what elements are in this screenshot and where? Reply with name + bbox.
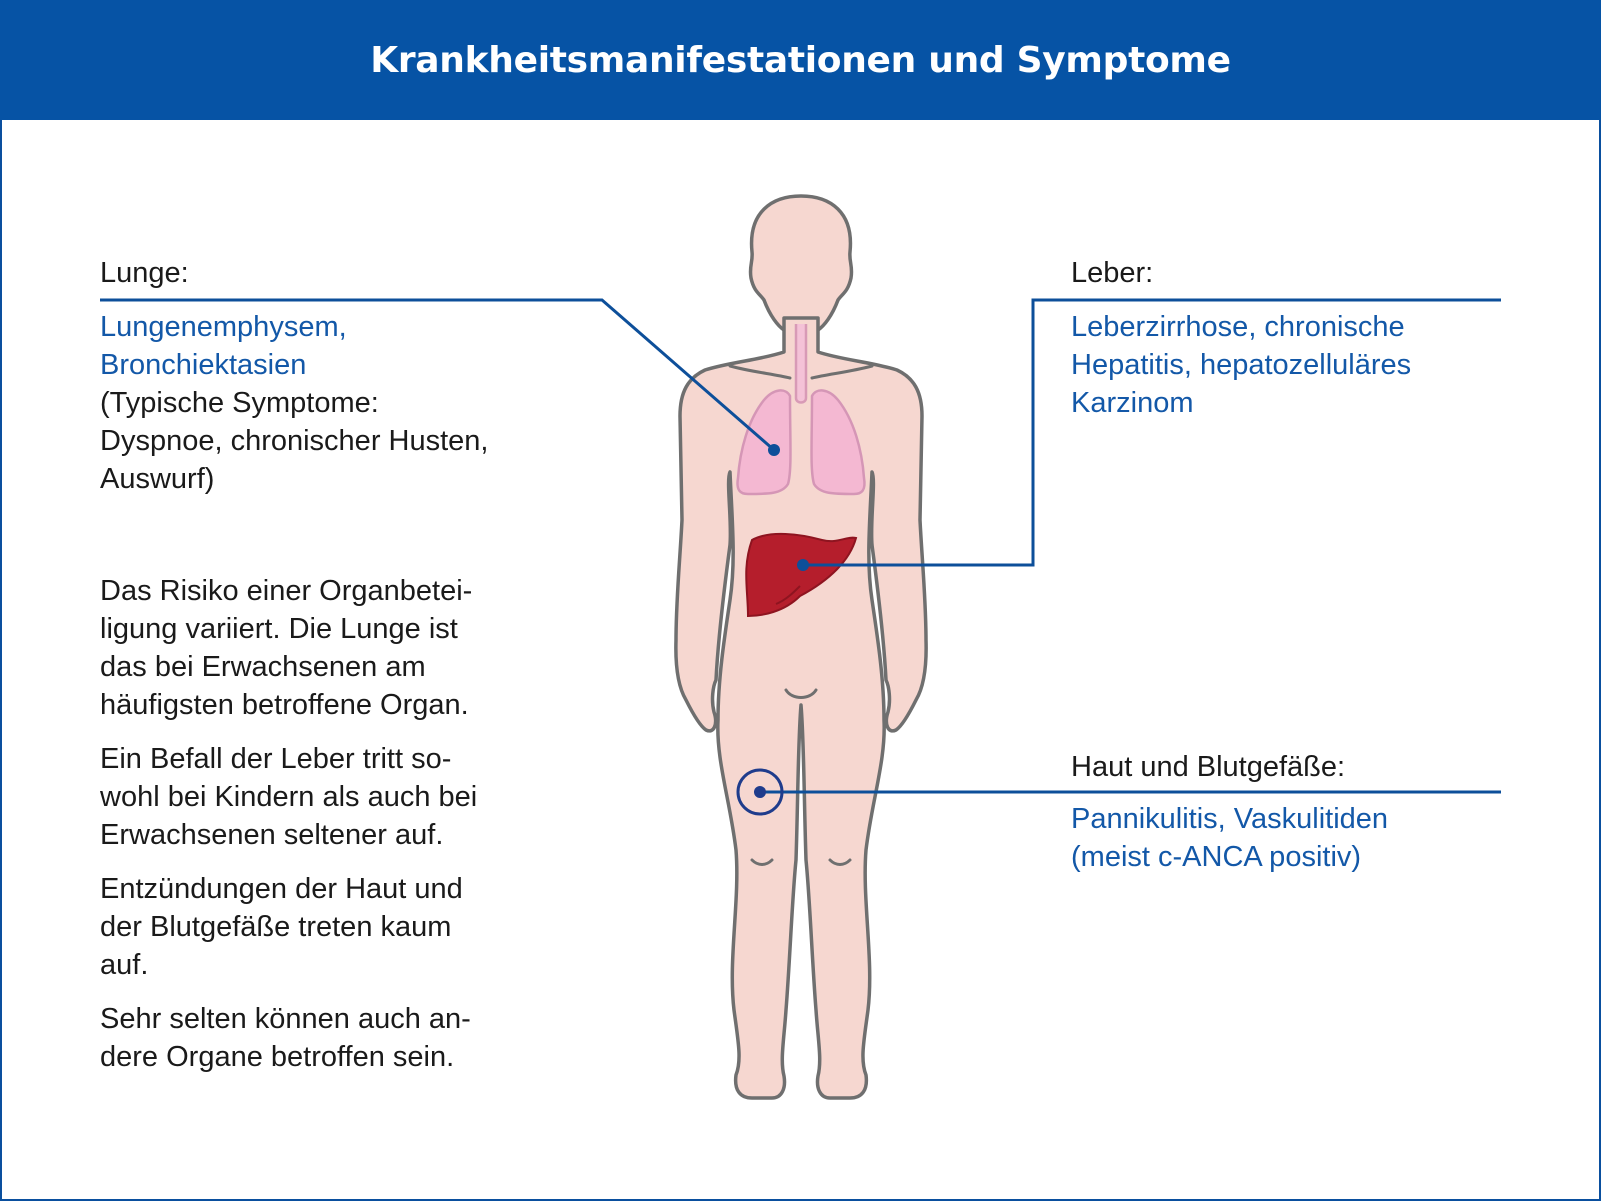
info-text — [100, 572, 620, 1092]
info-paragraph — [100, 740, 620, 854]
liver-marker-dot — [797, 559, 809, 571]
liver-heading-block — [1071, 254, 1531, 292]
info-line: Entzündungen der Haut und — [100, 873, 463, 905]
lung-symptom-line: Dyspnoe, chronischer Husten, — [100, 425, 489, 457]
info-line: ligung variiert. Die Lunge ist — [100, 613, 458, 645]
info-line: Das Risiko einer Organbetei- — [100, 575, 473, 607]
lung-symptom-line: (Typische Symptome: — [100, 387, 379, 419]
liver-disease-line: Karzinom — [1071, 387, 1194, 419]
info-line: Ein Befall der Leber tritt so- — [100, 743, 452, 775]
info-paragraph — [100, 1000, 620, 1076]
skin-heading: Haut und Blutgefäße: — [1071, 751, 1346, 783]
info-line: dere Organe betroffen sein. — [100, 1041, 455, 1073]
lung-disease-line: Lungenemphysem, — [100, 311, 347, 343]
info-line: das bei Erwachsenen am — [100, 651, 426, 683]
info-line: Sehr selten können auch an- — [100, 1003, 471, 1035]
body-silhouette — [676, 318, 926, 1098]
info-line: wohl bei Kindern als auch bei — [100, 781, 478, 813]
info-line: häufigsten betroffene Organ. — [100, 689, 469, 721]
info-paragraph — [100, 870, 620, 984]
body-head — [750, 196, 851, 330]
lung-heading-block — [100, 254, 600, 292]
skin-details — [1071, 800, 1571, 876]
lung-heading: Lunge: — [100, 257, 189, 289]
skin-heading-block — [1071, 748, 1531, 786]
liver-disease-line: Hepatitis, hepatozelluläres — [1071, 349, 1412, 381]
lung-symptom-line: Auswurf) — [100, 463, 215, 495]
page-title: Krankheitsmanifestationen und Symptome — [370, 39, 1231, 81]
lung-details — [100, 308, 620, 498]
info-line: der Blutgefäße treten kaum — [100, 911, 452, 943]
skin-disease-line: Pannikulitis, Vaskulitiden — [1071, 803, 1389, 835]
liver-heading: Leber: — [1071, 257, 1154, 289]
info-paragraph — [100, 572, 620, 724]
liver-disease-line: Leberzirrhose, chronische — [1071, 311, 1405, 343]
lung-disease-line: Bronchiektasien — [100, 349, 307, 381]
skin-disease-line: (meist c-ANCA positiv) — [1071, 841, 1362, 873]
liver-details — [1071, 308, 1571, 422]
info-line: auf. — [100, 949, 149, 981]
lung-marker-dot — [768, 444, 780, 456]
trachea — [796, 324, 806, 403]
info-line: Erwachsenen seltener auf. — [100, 819, 444, 851]
skin-marker-dot — [754, 786, 766, 798]
